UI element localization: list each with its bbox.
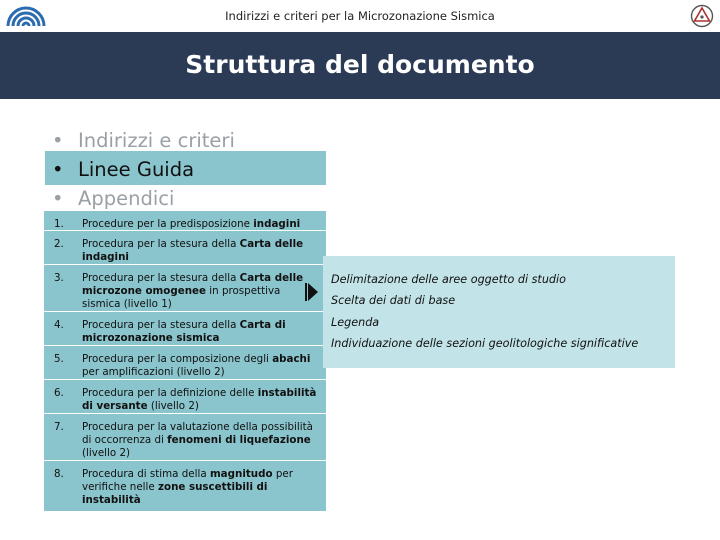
row-number: 5.	[54, 353, 64, 365]
row-number: 8.	[54, 468, 64, 480]
bullet-dot: •	[52, 158, 64, 181]
row-text-run: (livello 2)	[82, 447, 131, 459]
row-text-run: Procedura per la valutazione della possibilità di occorrenza di	[82, 421, 313, 446]
procedures-table	[44, 211, 326, 511]
row-text-bold: Carta delle microzone omogenee	[82, 272, 304, 297]
bullet-label: Appendici	[78, 187, 175, 210]
row-text-run: Procedura per la composizione degli	[82, 353, 273, 365]
section-bullet-list	[52, 126, 235, 213]
row-text-bold: Carta delle indagini	[82, 238, 304, 263]
row-number: 1.	[54, 218, 64, 230]
row-number: 2.	[54, 238, 64, 250]
row-number: 7.	[54, 421, 64, 433]
row-text-run: Procedure per la predisposizione	[82, 218, 254, 230]
row-text-run: Procedura di stima della	[82, 468, 210, 480]
row-text	[82, 387, 322, 413]
row-text-run: per verifiche nelle	[82, 468, 293, 493]
row-text	[82, 272, 322, 311]
bullet-item-linee-guida	[52, 155, 235, 184]
side-panel-item: Delimitazione delle aree oggetto di studio	[331, 273, 566, 286]
row-text	[82, 319, 322, 345]
row-text-run: Procedura per la stesura della	[82, 238, 240, 250]
row-text	[82, 468, 322, 507]
bullet-dot: •	[52, 187, 64, 210]
bullet-dot: •	[52, 129, 64, 152]
table-row	[44, 379, 326, 413]
row-text-bold: indagini	[253, 218, 301, 230]
row-number: 4.	[54, 319, 64, 331]
slide-title: Struttura del documento	[185, 50, 535, 79]
row-number: 3.	[54, 272, 64, 284]
table-row	[44, 211, 326, 230]
row-text-run: Procedura per la stesura della	[82, 272, 240, 284]
row-text-run: (livello 2)	[147, 400, 199, 412]
side-panel-item: Legenda	[331, 316, 380, 329]
pointer-arrow-stem	[305, 283, 307, 301]
row-text	[82, 421, 322, 460]
side-panel-item: Individuazione delle sezioni geolitologiche significative	[331, 337, 639, 350]
table-row	[44, 345, 326, 379]
table-row	[44, 311, 326, 345]
row-text-run: Procedura per la definizione delle	[82, 387, 258, 399]
row-text-bold: Carta di microzonazione sismica	[82, 319, 286, 344]
row-text-bold: fenomeni di liquefazione	[167, 434, 311, 446]
bullet-label: Indirizzi e criteri	[78, 129, 235, 152]
row-text-run: Procedura per la stesura della	[82, 319, 240, 331]
pointer-arrow-icon	[308, 283, 318, 301]
document-header-title: Indirizzi e criteri per la Microzonazione Sismica	[225, 9, 495, 23]
row-text-bold: zone suscettibili di instabilità	[82, 481, 268, 506]
row-text-bold: instabilità di versante	[82, 387, 317, 412]
row-text-run: per amplificazioni (livello 2)	[82, 366, 225, 378]
bullet-label: Linee Guida	[78, 158, 195, 181]
table-row	[44, 230, 326, 264]
row-text-bold: magnitudo	[209, 468, 273, 480]
row-number: 6.	[54, 387, 64, 399]
bullet-item-indirizzi-e-criteri	[52, 126, 235, 155]
row-text-run: in prospettiva sismica (livello 1)	[82, 285, 281, 310]
civil-protection-emblem-icon	[690, 4, 714, 32]
side-panel-item: Scelta dei dati di base	[331, 294, 456, 307]
row-text	[82, 353, 322, 379]
row-text	[82, 238, 322, 264]
table-row	[44, 413, 326, 460]
row-text-bold: abachi	[272, 353, 311, 365]
bullet-item-appendici	[52, 184, 235, 213]
table-row	[44, 460, 326, 511]
table-row	[44, 264, 326, 311]
